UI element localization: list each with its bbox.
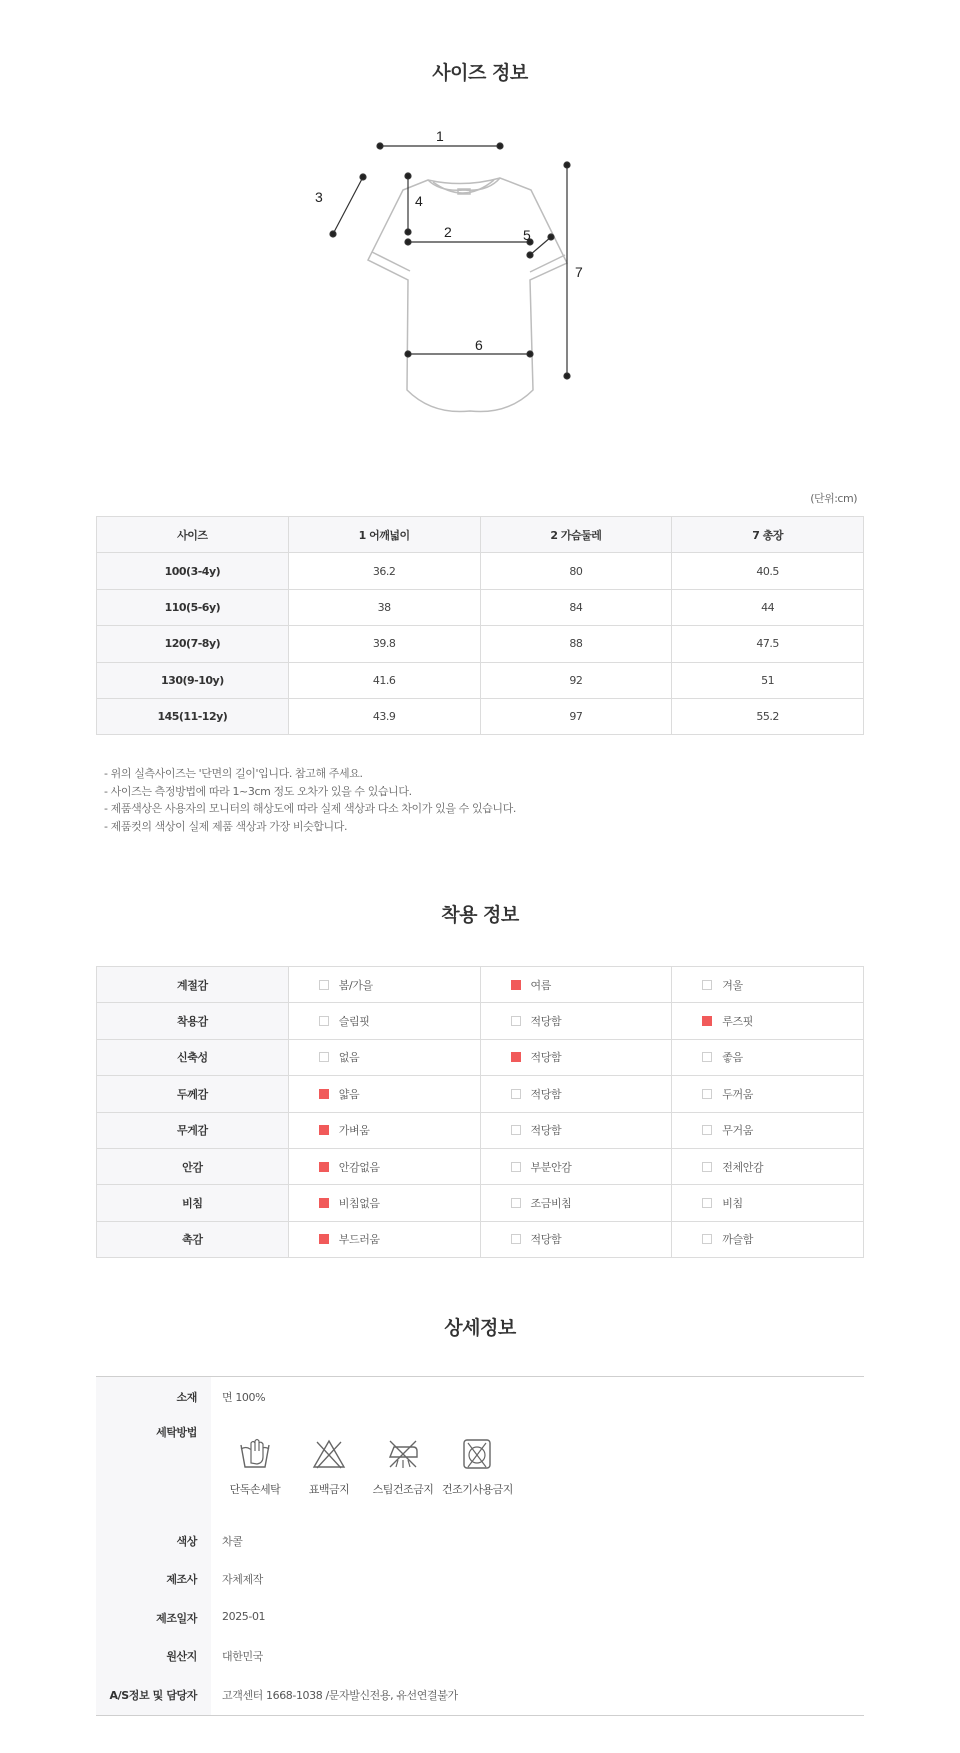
- wear-option-label: 얇음: [338, 1087, 360, 1101]
- note-item: - 사이즈는 측정방법에 따라 1~3cm 정도 오차가 있을 수 있습니다.: [104, 784, 412, 798]
- wash-item: [442, 1437, 512, 1497]
- wear-option-label: 적당함: [530, 1124, 562, 1138]
- wash-label: 건조기사용금지: [442, 1483, 513, 1496]
- unchecked-box-icon[interactable]: [702, 1089, 712, 1099]
- note-item: - 위의 실측사이즈는 '단면의 길이'입니다. 참고해 주세요.: [104, 767, 363, 780]
- size-value-cell: 92: [480, 662, 672, 698]
- wear-option[interactable]: [672, 1076, 864, 1112]
- detail-label: 제조일자: [156, 1612, 197, 1625]
- wear-option[interactable]: [672, 1003, 864, 1039]
- wear-option[interactable]: [288, 967, 480, 1003]
- diagram-label-5: 5: [523, 227, 531, 243]
- wash-item: [368, 1437, 438, 1497]
- wear-section-title: 착용 정보: [441, 904, 519, 926]
- size-value-cell: 84: [480, 589, 672, 625]
- size-cell: 120(7-8y): [97, 626, 289, 662]
- detail-value: 면 100%: [222, 1391, 266, 1404]
- unchecked-box-icon[interactable]: [511, 1162, 521, 1172]
- wear-option[interactable]: [288, 1039, 480, 1075]
- wear-option[interactable]: [288, 1148, 480, 1184]
- unit-label: (단위:cm): [810, 492, 857, 505]
- size-cell: 145(11-12y): [97, 698, 289, 734]
- size-value-cell: 43.9: [288, 698, 480, 734]
- wear-option[interactable]: [672, 967, 864, 1003]
- wear-option-label: 비침없음: [338, 1197, 380, 1211]
- wear-option-label: 두꺼움: [722, 1087, 753, 1101]
- detail-value: 차콜: [222, 1535, 243, 1548]
- wear-option-label: 전체안감: [722, 1160, 764, 1174]
- detail-label: 제조사: [166, 1573, 197, 1586]
- detail-value: 2025-01: [222, 1610, 266, 1623]
- wear-option[interactable]: [672, 1112, 864, 1148]
- wear-row-label: 촉감: [97, 1221, 289, 1257]
- detail-section-title: 상세정보: [444, 1317, 516, 1339]
- detail-label: 원산지: [166, 1650, 197, 1663]
- wear-option-label: 가벼움: [338, 1124, 370, 1138]
- diagram-label-6: 6: [475, 337, 483, 353]
- tshirt-outline: [368, 178, 567, 412]
- size-value-cell: 88: [480, 626, 672, 662]
- wear-option-label: 적당함: [530, 1015, 562, 1029]
- diagram-label-3: 3: [315, 189, 323, 205]
- detail-table: [96, 1376, 864, 1716]
- wear-option[interactable]: [480, 1076, 672, 1112]
- size-table-header: 사이즈: [97, 517, 289, 553]
- size-value-cell: 40.5: [672, 553, 864, 589]
- unchecked-box-icon[interactable]: [319, 980, 329, 990]
- wear-option[interactable]: [288, 1076, 480, 1112]
- detail-value: 대한민국: [222, 1650, 263, 1663]
- wear-option-label: 겨울: [722, 978, 743, 992]
- wear-option[interactable]: [480, 1185, 672, 1221]
- note-item: - 제품색상은 사용자의 모니터의 해상도에 따라 실제 색상과 다소 차이가 있을 수 있습니다.: [104, 802, 516, 815]
- measure-lines: [330, 143, 570, 379]
- hand-wash-icon: [238, 1437, 272, 1471]
- wear-option[interactable]: [480, 1221, 672, 1257]
- wear-row-label: 비침: [97, 1185, 289, 1221]
- wear-option[interactable]: [672, 1221, 864, 1257]
- detail-label: 소재: [176, 1391, 197, 1404]
- wear-option[interactable]: [288, 1185, 480, 1221]
- wear-option[interactable]: [288, 1221, 480, 1257]
- checked-box-icon[interactable]: [702, 1016, 712, 1026]
- wear-row-label: 계절감: [97, 967, 289, 1003]
- wear-option-label: 까슬함: [722, 1233, 753, 1247]
- unchecked-box-icon[interactable]: [511, 1125, 521, 1135]
- unchecked-box-icon[interactable]: [702, 1234, 712, 1244]
- table-row: [97, 698, 864, 734]
- diagram-label-4: 4: [415, 193, 423, 209]
- no-tumble-dry-icon: [460, 1437, 494, 1471]
- wear-option-label: 안감없음: [338, 1160, 380, 1174]
- checked-box-icon[interactable]: [319, 1198, 329, 1208]
- unchecked-box-icon[interactable]: [702, 980, 712, 990]
- wear-option-label: 부드러움: [338, 1233, 380, 1247]
- size-table: [96, 516, 864, 735]
- diagram-label-7: 7: [575, 264, 583, 280]
- size-value-cell: 97: [480, 698, 672, 734]
- wear-row-label: 착용감: [97, 1003, 289, 1039]
- checked-box-icon[interactable]: [319, 1162, 329, 1172]
- wear-option-label: 없음: [338, 1051, 360, 1065]
- wear-option-label: 루즈핏: [722, 1015, 753, 1029]
- checked-box-icon[interactable]: [511, 980, 521, 990]
- wash-label: 스팀건조금지: [372, 1483, 434, 1496]
- wear-option-label: 적당함: [530, 1087, 562, 1101]
- unchecked-box-icon[interactable]: [702, 1052, 712, 1062]
- size-value-cell: 47.5: [672, 626, 864, 662]
- wear-option[interactable]: [480, 1039, 672, 1075]
- wear-option-label: 조금비침: [530, 1197, 572, 1211]
- checked-box-icon[interactable]: [319, 1125, 329, 1135]
- size-value-cell: 80: [480, 553, 672, 589]
- wear-option[interactable]: [672, 1148, 864, 1184]
- unchecked-box-icon[interactable]: [511, 1016, 521, 1026]
- wear-option-label: 봄/가을: [338, 978, 373, 992]
- size-value-cell: 38: [288, 589, 480, 625]
- wash-item: [220, 1437, 290, 1497]
- wear-option-label: 적당함: [530, 1233, 562, 1247]
- unchecked-box-icon[interactable]: [319, 1052, 329, 1062]
- size-value-cell: 39.8: [288, 626, 480, 662]
- table-row: [97, 662, 864, 698]
- size-value-cell: 41.6: [288, 662, 480, 698]
- unchecked-box-icon[interactable]: [702, 1162, 712, 1172]
- wear-row: [97, 1221, 864, 1257]
- size-value-cell: 36.2: [288, 553, 480, 589]
- wear-table: [96, 966, 864, 1258]
- size-cell: 130(9-10y): [97, 662, 289, 698]
- wash-item: [294, 1437, 364, 1497]
- table-row: [97, 626, 864, 662]
- unchecked-box-icon[interactable]: [702, 1198, 712, 1208]
- wash-label: 표백금지: [308, 1483, 350, 1496]
- diagram-label-2: 2: [444, 224, 452, 240]
- detail-value: 고객센터 1668-1038 /문자발신전용, 유선연결불가: [222, 1689, 458, 1702]
- wear-row-label: 두께감: [97, 1076, 289, 1112]
- wear-row: [97, 967, 864, 1003]
- wear-row-label: 안감: [97, 1148, 289, 1184]
- wear-option[interactable]: [480, 1148, 672, 1184]
- wear-option-label: 여름: [530, 978, 551, 992]
- size-value-cell: 44: [672, 589, 864, 625]
- no-steam-dry-icon: [386, 1437, 420, 1471]
- wear-row: [97, 1076, 864, 1112]
- size-value-cell: 51: [672, 662, 864, 698]
- wash-label: 단독손세탁: [229, 1483, 281, 1496]
- wear-option-label: 비침: [722, 1197, 743, 1211]
- wear-option[interactable]: [480, 1003, 672, 1039]
- table-row: [97, 589, 864, 625]
- table-row: [97, 553, 864, 589]
- unchecked-box-icon[interactable]: [511, 1198, 521, 1208]
- checked-box-icon[interactable]: [319, 1234, 329, 1244]
- diagram-label-1: 1: [436, 128, 444, 144]
- wear-option-label: 좋음: [722, 1051, 743, 1065]
- wear-option-label: 부분안감: [530, 1160, 572, 1174]
- wear-option[interactable]: [288, 1003, 480, 1039]
- wear-row: [97, 1148, 864, 1184]
- size-table-header: 2 가슴둘레: [480, 517, 672, 553]
- detail-label: 세탁방법: [156, 1426, 197, 1439]
- no-bleach-icon: [312, 1437, 346, 1471]
- wear-option[interactable]: [672, 1039, 864, 1075]
- detail-value: 자체제작: [222, 1573, 263, 1586]
- unchecked-box-icon[interactable]: [702, 1125, 712, 1135]
- wear-option[interactable]: [480, 1112, 672, 1148]
- unchecked-box-icon[interactable]: [319, 1016, 329, 1026]
- wear-option[interactable]: [480, 967, 672, 1003]
- wear-row: [97, 1185, 864, 1221]
- size-notes: [104, 765, 516, 835]
- wear-option-label: 슬림핏: [338, 1015, 370, 1029]
- wear-row-label: 신축성: [97, 1039, 289, 1075]
- size-section-title: 사이즈 정보: [432, 62, 528, 84]
- wear-row: [97, 1003, 864, 1039]
- unchecked-box-icon[interactable]: [511, 1089, 521, 1099]
- wear-row: [97, 1039, 864, 1075]
- size-table-header-row: [97, 517, 864, 553]
- wear-option-label: 적당함: [530, 1051, 562, 1065]
- tshirt-size-diagram: [315, 128, 650, 430]
- size-table-header: 1 어깨넓이: [288, 517, 480, 553]
- size-cell: 100(3-4y): [97, 553, 289, 589]
- wear-row-label: 무게감: [97, 1112, 289, 1148]
- wear-row: [97, 1112, 864, 1148]
- detail-label: A/S정보 및 담당자: [109, 1689, 197, 1702]
- size-value-cell: 55.2: [672, 698, 864, 734]
- unchecked-box-icon[interactable]: [511, 1234, 521, 1244]
- size-table-header: 7 총장: [672, 517, 864, 553]
- checked-box-icon[interactable]: [511, 1052, 521, 1062]
- detail-label: 색상: [176, 1535, 197, 1548]
- wear-option[interactable]: [288, 1112, 480, 1148]
- size-cell: 110(5-6y): [97, 589, 289, 625]
- wear-option-label: 무거움: [722, 1124, 753, 1138]
- checked-box-icon[interactable]: [319, 1089, 329, 1099]
- wear-option[interactable]: [672, 1185, 864, 1221]
- note-item: - 제품컷의 색상이 실제 제품 색상과 가장 비슷합니다.: [104, 819, 348, 833]
